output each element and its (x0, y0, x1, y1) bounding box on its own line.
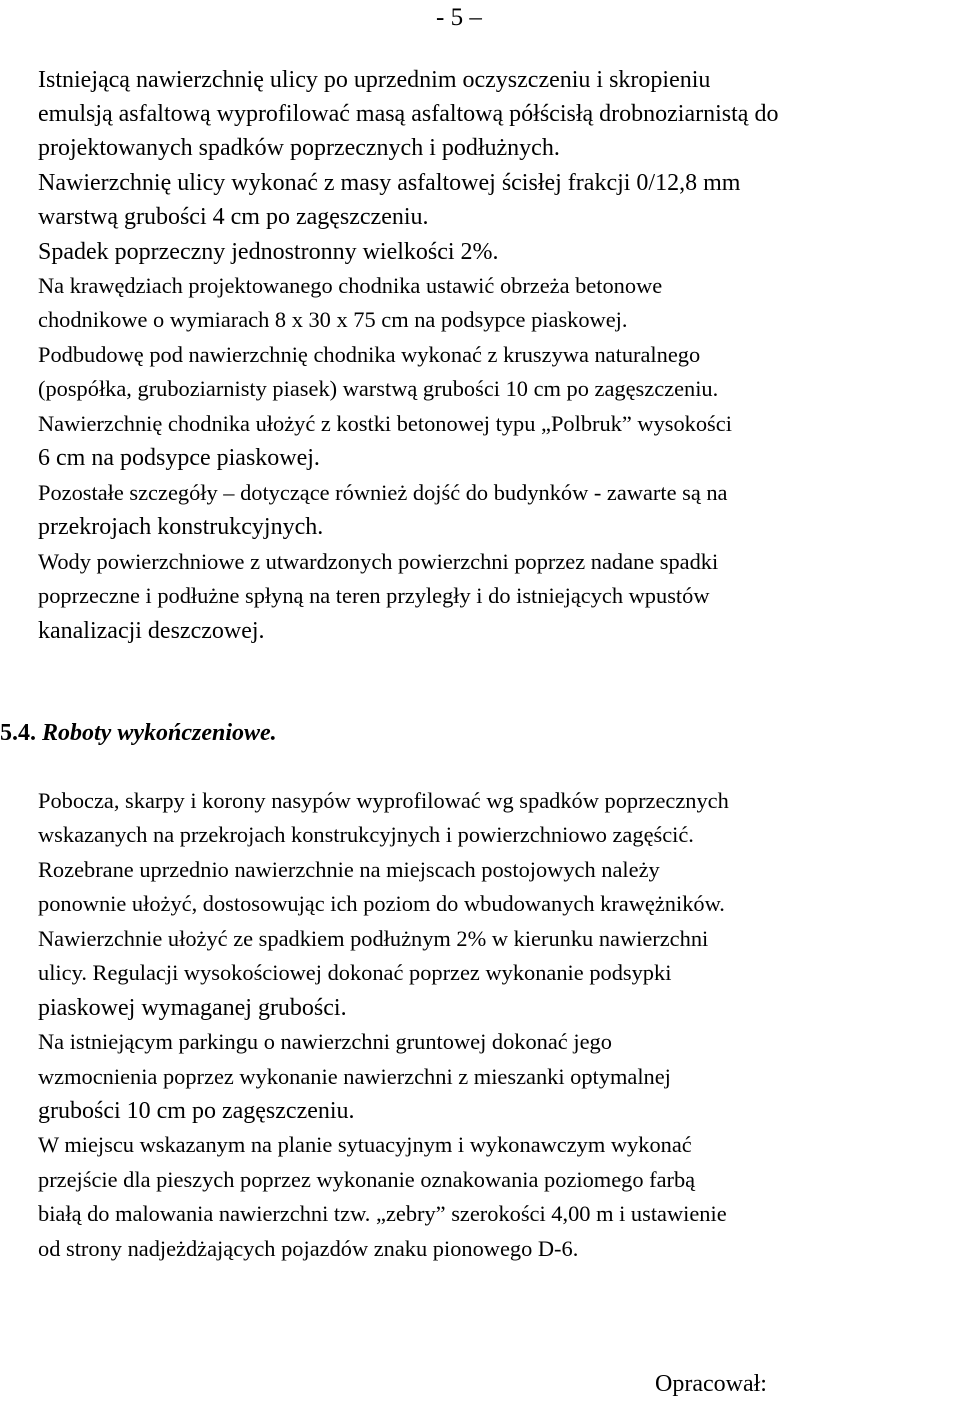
text-line: poprzeczne i podłużne spłyną na teren przyległy i do istniejących wpustów (38, 583, 710, 608)
text-line: ulicy. Regulacji wysokościowej dokonać poprzez wykonanie podsypki (38, 960, 672, 985)
text-line: przekrojach konstrukcyjnych. (38, 514, 324, 540)
text-line: piaskowej wymaganej grubości. (38, 995, 347, 1021)
text-line: Istniejącą nawierzchnię ulicy po uprzednim oczyszczeniu i skropieniu (38, 67, 711, 93)
text-line: (pospółka, gruboziarnisty piasek) warstwą grubości 10 cm po zagęszczeniu. (38, 376, 719, 401)
text-line: Na krawędziach projektowanego chodnika ustawić obrzeża betonowe (38, 273, 663, 298)
text-line: wzmocnienia poprzez wykonanie nawierzchni z mieszanki optymalnej (38, 1064, 671, 1089)
text-line: Nawierzchnię chodnika ułożyć z kostki betonowej typu „Polbruk” wysokości (38, 411, 732, 436)
text-line: Na istniejącym parkingu o nawierzchni gruntowej dokonać jego (38, 1029, 612, 1054)
text-line: W miejscu wskazanym na planie sytuacyjnym i wykonawczym wykonać (38, 1132, 692, 1157)
text-line: białą do malowania nawierzchni tzw. „zebry” szerokości 4,00 m i ustawienie (38, 1201, 727, 1226)
text-line: Pobocza, skarpy i korony nasypów wyprofilować wg spadków poprzecznych (38, 788, 729, 813)
text-line: wskazanych na przekrojach konstrukcyjnych i powierzchniowo zagęścić. (38, 822, 694, 847)
section-number: 5.4. (0, 720, 36, 746)
text-line: Pozostałe szczegóły – dotyczące również dojść do budynków - zawarte są na (38, 480, 728, 505)
text-line: Podbudowę pod nawierzchnię chodnika wykonać z kruszywa naturalnego (38, 342, 701, 367)
text-line: Wody powierzchniowe z utwardzonych powierzchni poprzez nadane spadki (38, 549, 719, 574)
signature-label: Opracował: (655, 1371, 767, 1397)
text-line: Nawierzchnię ulicy wykonać z masy asfaltowej ścisłej frakcji 0/12,8 mm (38, 170, 741, 196)
text-line: warstwą grubości 4 cm po zagęszczeniu. (38, 204, 429, 230)
text-line: Spadek poprzeczny jednostronny wielkości 2%. (38, 239, 499, 265)
section-title: Roboty wykończeniowe. (42, 720, 277, 746)
text-line: przejście dla pieszych poprzez wykonanie oznakowania poziomego farbą (38, 1167, 696, 1192)
text-line: grubości 10 cm po zagęszczeniu. (38, 1098, 355, 1124)
text-line: Rozebrane uprzednio nawierzchnie na miejscach postojowych należy (38, 857, 660, 882)
text-line: kanalizacji deszczowej. (38, 618, 265, 644)
page-number: - 5 – (436, 4, 482, 31)
text-line: emulsją asfaltową wyprofilować masą asfaltową półścisłą drobnoziarnistą do (38, 101, 779, 127)
text-line: ponownie ułożyć, dostosowując ich poziom do wbudowanych krawężników. (38, 891, 725, 916)
text-line: projektowanych spadków poprzecznych i podłużnych. (38, 135, 560, 161)
text-line: 6 cm na podsypce piaskowej. (38, 445, 320, 471)
text-line: Nawierzchnie ułożyć ze spadkiem podłużnym 2% w kierunku nawierzchni (38, 926, 709, 951)
text-line: chodnikowe o wymiarach 8 x 30 x 75 cm na podsypce piaskowej. (38, 307, 628, 332)
section-heading (0, 718, 277, 748)
text-line: od strony nadjeżdżających pojazdów znaku pionowego D-6. (38, 1236, 579, 1261)
